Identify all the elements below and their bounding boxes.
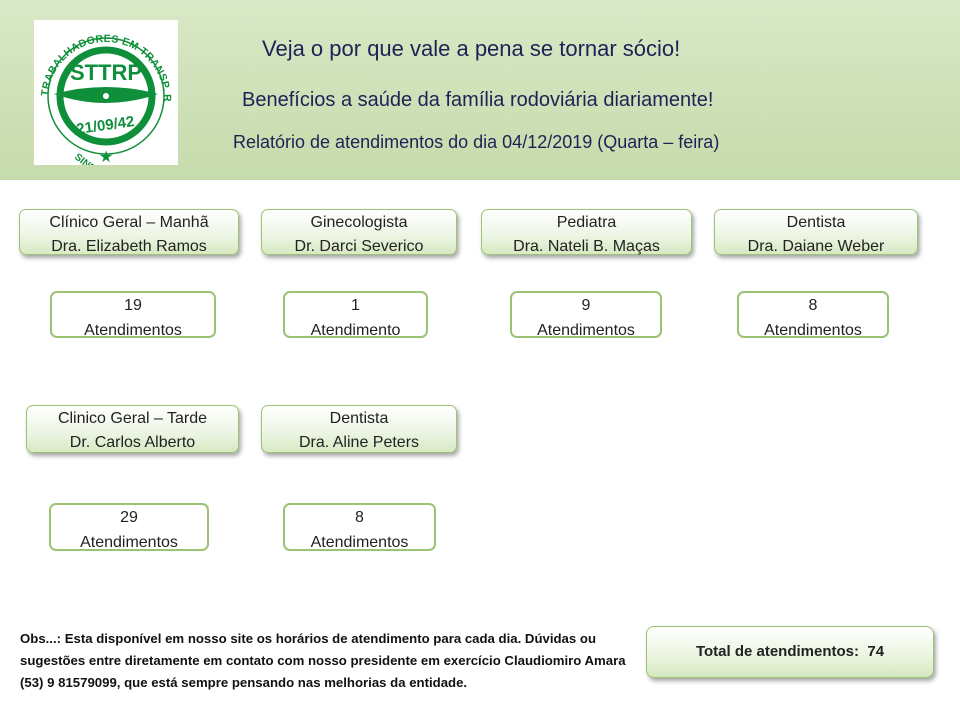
attendance-count xyxy=(283,503,436,551)
page-subtitle: Benefícios a saúde da família rodoviária diariamente! xyxy=(242,89,714,111)
specialty-card xyxy=(261,209,457,255)
specialty-name: Ginecologista xyxy=(310,214,408,231)
star-icon: ★ xyxy=(98,149,114,165)
count-number: 19 xyxy=(124,297,142,314)
attendance-count xyxy=(50,291,216,338)
specialty-name: Dentista xyxy=(786,214,846,231)
count-number: 29 xyxy=(120,509,138,526)
observation-note: Obs...: Esta disponível em nosso site os horários de atendimento para cada dia. Dúvidas ou sugestões entre diretamente em contato com nosso presidente em exercício Claudiomiro Amara (53) 9 81579099, que está sempre pensando nas melhorias da entidade. xyxy=(20,631,626,690)
logo-date: 21/09/42 xyxy=(75,113,136,139)
logo-graphic xyxy=(34,20,178,165)
specialty-name: Dentista xyxy=(329,410,389,427)
specialty-card xyxy=(481,209,692,255)
specialty-card xyxy=(714,209,918,255)
doctor-name: Dra. Elizabeth Ramos xyxy=(51,238,207,255)
logo-sind-text: SIND. xyxy=(72,151,100,165)
total-attendance-box xyxy=(646,626,934,678)
doctor-name: Dra. Nateli B. Maças xyxy=(513,238,660,255)
specialty-card xyxy=(19,209,239,255)
count-number: 1 xyxy=(351,297,360,314)
doctor-name: Dra. Daiane Weber xyxy=(747,238,885,255)
specialty-name: Clínico Geral – Manhã xyxy=(49,214,209,231)
specialty-name: Clinico Geral – Tarde xyxy=(57,410,208,427)
attendance-count xyxy=(283,291,428,338)
count-number: 8 xyxy=(355,509,364,526)
count-unit: Atendimentos xyxy=(80,534,178,551)
specialty-name: Pediatra xyxy=(556,214,617,231)
total-value: 74 xyxy=(867,643,885,660)
specialty-card xyxy=(26,405,239,453)
logo-arc-text: TRABALHADORES EM TRANSP. R xyxy=(39,32,174,103)
total-label: Total de atendimentos: xyxy=(695,643,860,660)
doctor-name: Dr. Darci Severico xyxy=(294,238,424,255)
logo-acronym: STTRP xyxy=(69,60,143,85)
page-title: Veja o por que vale a pena se tornar sócio! xyxy=(262,36,681,61)
count-unit: Atendimentos xyxy=(84,322,182,339)
union-logo xyxy=(34,20,178,165)
attendance-count xyxy=(737,291,889,338)
doctor-name: Dr. Carlos Alberto xyxy=(69,434,196,451)
count-number: 9 xyxy=(581,297,591,314)
count-unit: Atendimento xyxy=(310,322,401,339)
header-banner xyxy=(0,0,960,180)
specialty-card xyxy=(261,405,457,453)
doctor-name: Dra. Aline Peters xyxy=(298,434,420,451)
count-number: 8 xyxy=(808,297,818,314)
count-unit: Atendimentos xyxy=(310,534,409,551)
attendance-count xyxy=(49,503,209,551)
report-date: Relatório de atendimentos do dia 04/12/2019 (Quarta – feira) xyxy=(233,132,720,152)
count-unit: Atendimentos xyxy=(764,322,862,339)
count-unit: Atendimentos xyxy=(537,322,635,339)
attendance-count xyxy=(510,291,662,338)
